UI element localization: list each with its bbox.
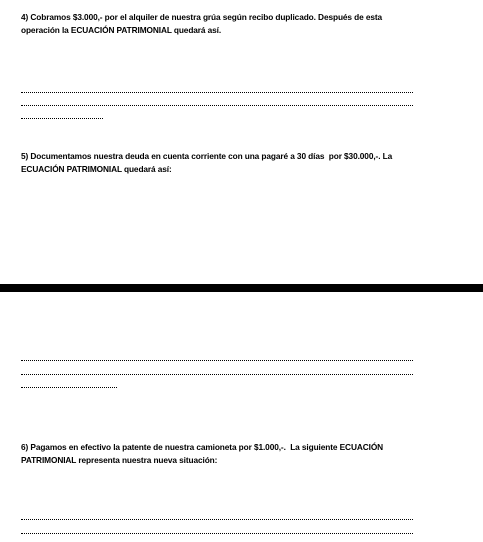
question-4-line-2: operación la ECUACIÓN PATRIMONIAL quedará así. [21,25,222,35]
answer-line [21,360,413,361]
answer-line [21,533,413,534]
answer-line [21,118,103,119]
answer-line [21,519,413,520]
question-5-line-1: 5) Documentamos nuestra deuda en cuenta corriente con una pagaré a 30 días por $30.000,-. La [21,151,393,161]
question-4-line-1: 4) Cobramos $3.000,- por el alquiler de nuestra grúa según recibo duplicado. Después de esta [21,12,383,22]
answer-line [21,374,413,375]
question-6 [21,441,466,467]
question-6-line-1: 6) Pagamos en efectivo la patente de nuestra camioneta por $1.000,-. La siguiente ECUACIÓN [21,442,384,452]
question-4 [21,11,466,37]
question-6-line-2: PATRIMONIAL representa nuestra nueva situación: [21,455,218,465]
question-5 [21,150,466,176]
page-break-bar [0,284,483,292]
question-5-line-2: ECUACIÓN PATRIMONIAL quedará así: [21,164,172,174]
answer-line [21,105,413,106]
answer-line [21,92,413,93]
answer-line [21,387,117,388]
